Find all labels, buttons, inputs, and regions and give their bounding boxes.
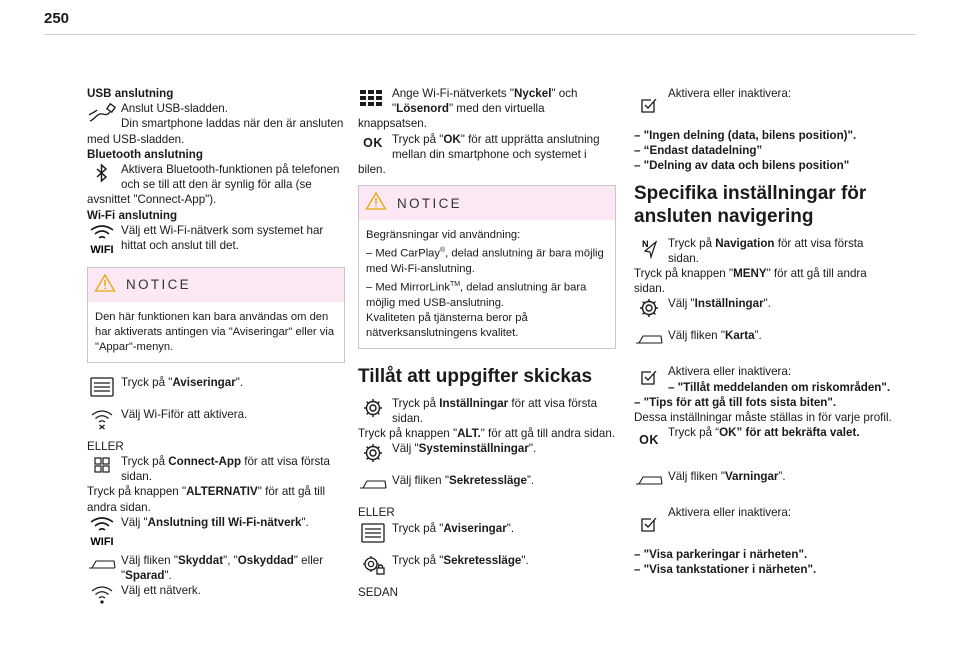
step-wifi-activate — [87, 407, 345, 431]
navigation-arrow-icon — [634, 236, 664, 260]
step-wifi-activate-text: Välj Wi-Fiför att aktivera. — [121, 407, 248, 421]
step-aviseringar-text: Tryck på "Aviseringar". — [121, 375, 244, 389]
eller-label: ELLER — [87, 439, 124, 453]
bluetooth-icon — [87, 162, 117, 186]
step-choose-network: Välj ett nätverk. — [87, 583, 345, 607]
step-ok: OK Tryck på "OK" för att upprätta anslutning mellan din smartphone och systemet i bilen. — [358, 132, 600, 177]
tab-icon — [634, 328, 664, 352]
bluetooth-text: Aktivera Bluetooth-funktionen på telefonen och se till att den är synlig för alla (se avsnittet "Connect-App"). — [87, 163, 340, 207]
checkbox-icon — [634, 505, 664, 535]
step-warnings-tab: Välj fliken "Varningar”. — [634, 469, 892, 493]
notice-body: Den här funktionen kan bara användas om den har aktiverats antingen via "Aviseringar" eller via "Appar"-menyn. — [95, 310, 335, 353]
section-heading-data-sharing: Tillåt att uppgifter skickas — [358, 365, 593, 387]
warning-triangle-icon — [365, 191, 387, 215]
wifi-icon — [87, 407, 117, 431]
step-settings: Tryck på Inställningar för att visa första sidan. — [358, 396, 616, 426]
step-aviseringar-2: Tryck på "Aviseringar". — [358, 521, 616, 545]
notice-box-1 — [87, 267, 345, 363]
step-keypad: Ange Wi-Fi-nätverkets "Nyckel" och "Lösenord" med den virtuella knappsatsen. — [358, 87, 578, 131]
wifi-logo-icon — [87, 223, 117, 255]
page-number: 250 — [44, 10, 70, 27]
checkbox-icon — [634, 364, 664, 388]
ok-button-icon: OK — [363, 135, 383, 150]
apps-grid-icon — [87, 454, 117, 478]
notice-title: NOTICE — [126, 277, 191, 293]
wifi-text: Välj ett Wi-Fi-nätverk som systemet har hittat och anslut till det. — [121, 223, 324, 253]
bluetooth-heading: Bluetooth anslutning — [87, 147, 203, 161]
privacy-settings-icon — [358, 553, 388, 577]
warning-triangle-icon — [94, 273, 116, 297]
keypad-icon — [358, 86, 388, 110]
settings-gear-icon — [358, 396, 388, 420]
step-navigation: N Tryck på Navigation för att visa första sidan. — [634, 236, 892, 266]
step-confirm-ok: OK Tryck på “OK” för att bekräfta valet. — [634, 425, 892, 461]
column-3: Aktivera eller inaktivera: – "Ingen delning (data, bilens position)". – “Endast datadelning” – "Delning av data och bilens position" Specifika inställningar för ansluten navigering N Tryck på Navigation för att visa första sidan. Tryck på knappen "MENY" för att gå till andra sidan. Välj "Inställningar". Välj fliken "Karta”. Aktivera eller inaktivera: – "Tillåt meddelanden om riskområden". – "Tips för att gå till fots sista biten". Dessa inställningar måste ställas in för varje profil. OK Tryck på “OK” för att bekräfta valet. Välj fliken "Varningar”. Aktivera eller inaktivera: – "Visa parkeringar i närheten". – "Visa tankstationer i närheten". — [634, 87, 892, 577]
step-activate-1: Aktivera eller inaktivera: — [634, 86, 892, 116]
wifi-logo-icon — [87, 515, 117, 547]
step-privacy-mode: Tryck på "Sekretessläge". — [358, 553, 616, 577]
settings-gear-icon — [358, 441, 388, 465]
svg-text:N: N — [642, 238, 649, 249]
notifications-icon — [87, 375, 117, 399]
step-activate-2: Aktivera eller inaktivera: – "Tillåt meddelanden om riskområden". — [634, 364, 892, 394]
checkbox-icon — [634, 86, 664, 116]
sedan-label: SEDAN — [358, 585, 398, 599]
step-connect-app: Tryck på Connect-App för att visa första sidan. — [87, 454, 345, 484]
notifications-icon — [358, 521, 388, 545]
svg-text:WIFI: WIFI — [90, 535, 114, 547]
wifi-step — [87, 223, 345, 255]
eller-label: ELLER — [358, 506, 395, 520]
notice-header — [88, 268, 344, 302]
step-activate-3: Aktivera eller inaktivera: — [634, 505, 892, 535]
step-aviseringar — [87, 375, 345, 399]
column-2: Ange Wi-Fi-nätverkets "Nyckel" och "Lösenord" med den virtuella knappsatsen. OK Tryck på "OK" för att upprätta anslutning mellan din smartphone och systemet i bilen. NOTICE Begränsningar vid användning: – Med CarPlay®, delad anslutning är bara möjlig med Wi-Fi-anslutning. – Med MirrorLink™, delad anslutning är bara möjlig med USB-anslutning. Kvaliteten på tjänsterna beror på nätverksanslutningens kvalitet. Tillåt att uppgifter skickas Tryck på Inställningar för att visa första sidan. Tryck på knappen "ALT." för att gå till andra sidan. Välj "Systeminställningar". Välj fliken "Sekretessläge”. ELLER Tryck på "Aviseringar". Tryck på "Sekretessläge". SEDAN — [358, 87, 615, 599]
notice-title: NOTICE — [397, 195, 462, 211]
tab-icon — [634, 469, 664, 493]
step-system-settings: Välj "Systeminställningar". — [358, 441, 616, 465]
header-divider — [44, 34, 916, 35]
step-alternativ-text: Tryck på knappen "ALTERNATIV" för att gå till andra sidan. — [87, 485, 326, 514]
ok-button-icon: OK — [639, 433, 659, 448]
column-1 — [87, 86, 345, 607]
svg-text:WIFI: WIFI — [90, 243, 114, 255]
section-heading-navigation: Specifika inställningar för ansluten navigering — [634, 182, 867, 227]
usb-cable-icon — [87, 101, 117, 125]
usb-text-2: Din smartphone laddas när den är ansluten med USB-sladden. — [87, 117, 344, 146]
wifi-icon — [87, 583, 117, 607]
notice-body: Begränsningar vid användning: – Med CarPlay®, delad anslutning är bara möjlig med Wi-Fi-anslutning. – Med MirrorLink™, delad anslutning är bara möjlig med USB-anslutning. Kvaliteten på tjänsterna beror på nätverksanslutningens kvalitet. — [366, 229, 604, 339]
settings-gear-icon — [634, 296, 664, 320]
usb-text-1: Anslut USB-sladden. — [121, 102, 228, 116]
usb-heading: USB anslutning — [87, 87, 174, 100]
tab-icon — [87, 553, 117, 577]
step-map-tab: Välj fliken "Karta”. — [634, 328, 892, 352]
notice-box-2 — [358, 185, 616, 348]
usb-step — [87, 101, 345, 147]
tab-icon — [358, 473, 388, 497]
bluetooth-step — [87, 162, 345, 208]
step-wifi-network: WIFI Välj "Anslutning till Wi-Fi-nätverk". — [87, 515, 345, 547]
step-privacy-tab: Välj fliken "Sekretessläge”. — [358, 473, 616, 497]
wifi-heading: Wi-Fi anslutning — [87, 208, 178, 222]
step-nav-settings: Välj "Inställningar". — [634, 296, 892, 320]
step-tab-select: Välj fliken "Skyddat", "Oskyddad" eller "Sparad". — [87, 553, 345, 583]
notice-header — [359, 186, 615, 220]
